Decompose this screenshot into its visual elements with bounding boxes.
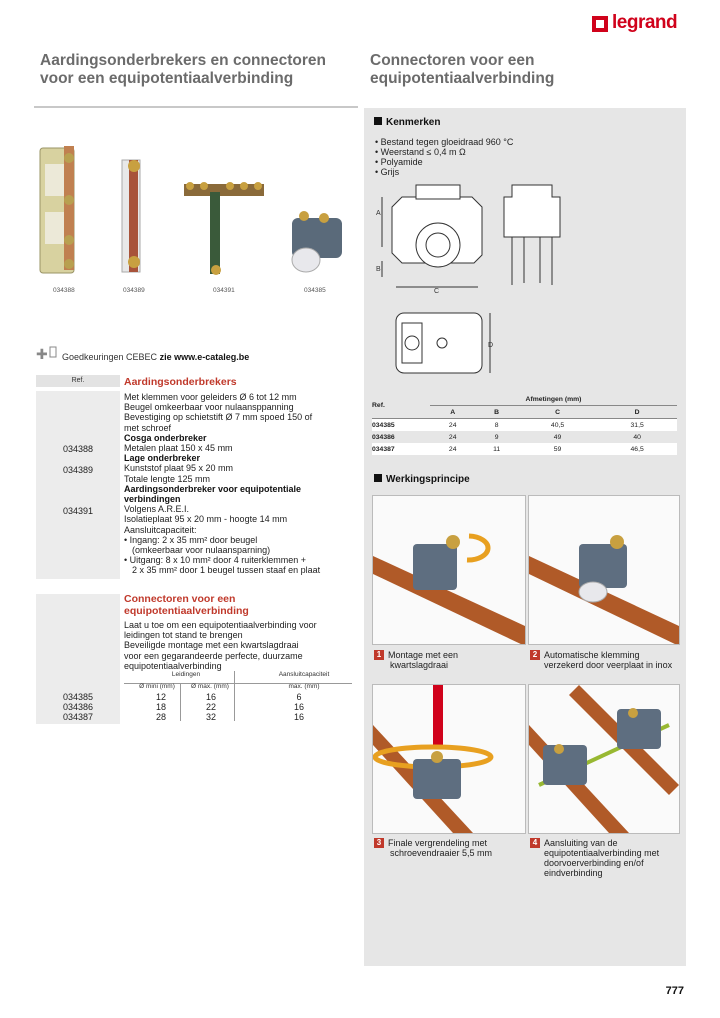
lage-title: Lage onderbreker (124, 453, 201, 464)
section2-intro: Laat u toe om een equipotentiaalverbinding voor leidingen tot stand te brengen Beveiligde montage met een kwartslagdraai voor een gegarandeerde perfecte, duurzame equipotentiaalverbinding (124, 620, 317, 671)
step-3-caption: 3 Finale vergrendeling met schroevendraaier 5,5 mm (374, 838, 522, 858)
dimensions-table: Ref. Afmetingen (mm) A B C D 034385 24 8 40,5 31,5 034386 24 9 49 40 034387 24 11 59 46,5 (372, 393, 677, 455)
product-image-034388 (40, 146, 74, 273)
svg-text:A: A (376, 210, 381, 217)
kenmerken-list: • Bestand tegen gloeidraad 960 °C • Weerstand ≤ 0,4 m Ω • Polyamide • Grijs (375, 137, 514, 177)
product-code-4: 034385 (304, 287, 326, 294)
werking-title: Werkingsprincipe (374, 474, 470, 485)
svg-text:C: C (434, 288, 440, 295)
approval-icon (36, 345, 58, 363)
equi-title: Aardingsonderbreker voor equipotentiale (124, 483, 302, 494)
dimension-drawings (372, 175, 682, 385)
cebec-approval: Goedkeuringen CEBEC zie www.e-cataleg.be (62, 352, 250, 362)
cebec-link[interactable]: zie www.e-cataleg.be (159, 352, 250, 362)
page-number: 777 (665, 985, 684, 997)
svg-text:✚: ✚ (36, 347, 48, 363)
step-1-photo (372, 495, 526, 645)
kenmerken-title: Kenmerken (374, 117, 440, 128)
ref-column-1 (36, 391, 120, 579)
legrand-logo (592, 14, 688, 36)
svg-text:D: D (488, 342, 494, 349)
table-row: 034385 24 8 40,5 31,5 (372, 419, 677, 432)
left-heading: Aardingsonderbrekers en connectoren voor een equipotentiaalverbinding (40, 52, 326, 87)
brand-name: legrand (612, 12, 678, 33)
ref-header: Ref. (36, 375, 120, 387)
step-1-caption: 1 Montage met een kwartslagdraai (374, 650, 522, 670)
code-034388: 034388 (62, 444, 94, 454)
section1-body: Met klemmen voor geleiders Ø 6 tot 12 mm Beugel omkeerbaar voor nulaansppanning Bevestiging op schietstift Ø 7 mm spoed 150 of met schroef Cosga onderbreker Metalen plaat 150 x 45 mm Lage onderbreker Kunststof plaat 95 x 20 mm Totale lengte 125 mm Aardingsonderbreker voor equipotentiale verbindingen Volgens A.R.E.I. Isolatieplaat 95 x 20 mm - hoogte 14 mm Aansluitcapaciteit: • Ingang: 2 x 35 mm² door beugel (omkeerbaar voor nulaansparning) • Uitgang: 8 x 10 mm² door 4 ruiterklemmen + 2 x 35 mm² door 1 beugel tussen staaf en plaat (124, 392, 354, 576)
product-image-034391 (184, 182, 264, 275)
table-row: 034386 24 9 49 40 (372, 433, 641, 441)
step-2-caption: 2 Automatische klemming verzekerd door veerplaat in inox (530, 650, 678, 670)
step-3-photo (372, 684, 526, 834)
step-4-photo (528, 684, 680, 834)
table-row: 034387 24 11 59 46,5 (372, 443, 677, 455)
svg-text:B: B (376, 266, 381, 273)
section-title-connectoren: Connectoren voor een equipotentiaalverbinding (124, 593, 249, 617)
product-images (34, 140, 354, 290)
right-heading: Connectoren voor een equipotentiaalverbinding (370, 52, 555, 87)
section-title-aardingsonderbrekers: Aardingsonderbrekers (124, 376, 237, 388)
code-034389: 034389 (62, 465, 94, 475)
step-2-photo (528, 495, 680, 645)
product-code-2: 034389 (123, 287, 145, 294)
heading-divider (34, 106, 358, 108)
cosga-title: Cosga onderbreker (124, 432, 207, 443)
product-image-034385 (292, 211, 342, 272)
product-code-3: 034391 (213, 287, 235, 294)
step-4-caption: 4 Aansluiting van de equipotentiaalverbinding met doorvoerverbinding en/of eindverbinding (530, 838, 678, 878)
code-034391: 034391 (62, 506, 94, 516)
product-code-1: 034388 (53, 287, 75, 294)
product-image-034389 (122, 160, 140, 272)
